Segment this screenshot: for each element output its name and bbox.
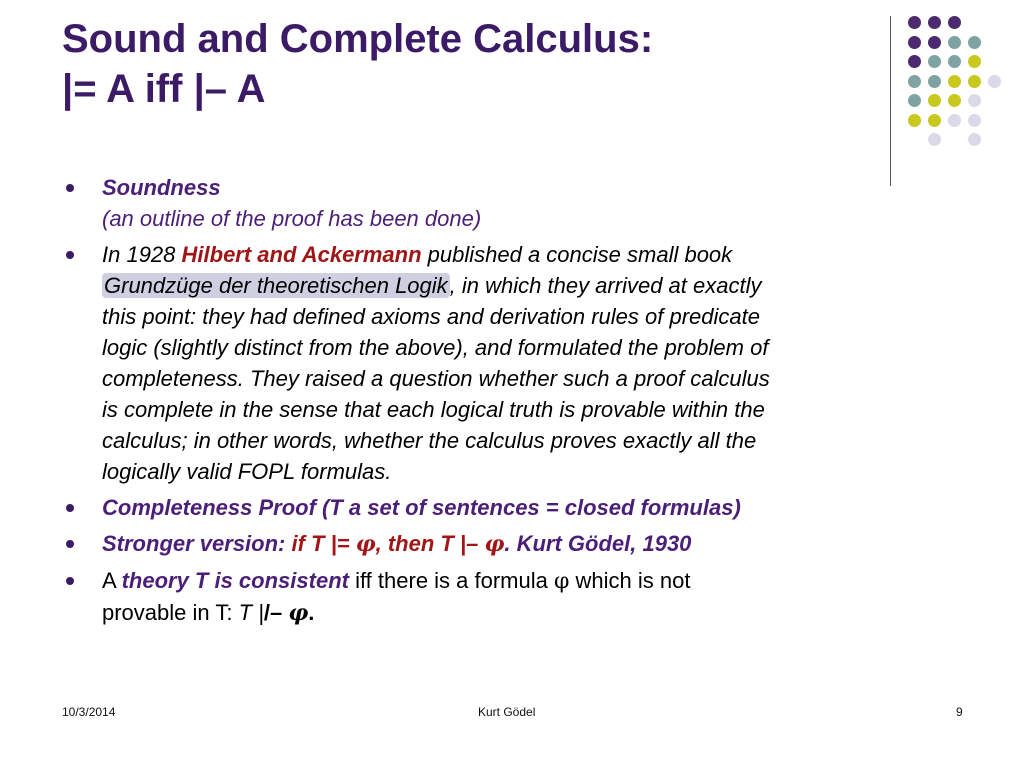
decorative-dot — [968, 75, 981, 88]
decorative-dot — [908, 75, 921, 88]
decorative-dot — [948, 16, 961, 29]
footer-title: Kurt Gödel — [478, 705, 536, 719]
decorative-dot — [928, 114, 941, 127]
consistent-line-1 — [102, 565, 982, 597]
consistent-formula: T | — [238, 600, 264, 625]
ha-line-3: this point: they had defined axioms and derivation rules of predicate — [102, 304, 760, 329]
bullet-dot — [66, 184, 74, 192]
stronger-version-line — [102, 528, 982, 560]
decorative-dot — [968, 36, 981, 49]
consistent-line-2 — [102, 597, 982, 629]
footer-date: 10/3/2014 — [62, 705, 116, 719]
ha-line-2 — [102, 270, 982, 301]
decorative-dot — [928, 133, 941, 146]
decorative-dot — [968, 94, 981, 107]
completeness-proof-text: Completeness Proof (T a set of sentences = closed formulas) — [102, 495, 741, 520]
phi-symbol: φ — [355, 531, 376, 557]
decorative-dot — [948, 55, 961, 68]
phi-symbol: φ — [484, 531, 505, 557]
ha-book-title: Grundzüge der theoretischen Logik — [104, 273, 448, 298]
bullet-dot — [66, 504, 74, 512]
soundness-label: Soundness — [102, 175, 221, 200]
not-provable-symbol: /– — [263, 600, 283, 625]
phi-symbol: φ — [553, 569, 570, 594]
consistent-text: A — [102, 568, 122, 593]
decorative-dot — [908, 16, 921, 29]
stronger-label: Stronger version: — [102, 531, 292, 556]
ha-line-7: calculus; in other words, whether the calculus proves exactly all the — [102, 428, 757, 453]
ha-text: In 1928 — [102, 242, 182, 267]
decorative-dot — [908, 94, 921, 107]
decorative-dot — [988, 75, 1001, 88]
title-line-1: Sound and Complete Calculus: — [62, 17, 654, 61]
decorative-dot — [928, 55, 941, 68]
bullet-stronger-version — [62, 528, 982, 560]
bullet-dot — [66, 251, 74, 259]
decorative-dot — [928, 36, 941, 49]
soundness-note: (an outline of the proof has been done) — [102, 206, 482, 231]
ha-authors: Hilbert and Ackermann — [181, 242, 422, 267]
ha-text: , in which they arrived at exactly — [449, 273, 762, 298]
footer-page-number: 9 — [956, 705, 963, 719]
decorative-dot — [948, 114, 961, 127]
ha-text: published a concise small book — [421, 242, 733, 267]
decorative-dot — [968, 114, 981, 127]
bullet-hilbert-ackermann — [62, 239, 982, 487]
decorative-dot — [908, 114, 921, 127]
slide-body — [62, 172, 982, 634]
decorative-dot — [948, 94, 961, 107]
consistent-term: theory T is consistent — [121, 568, 349, 593]
phi-symbol: φ — [288, 600, 309, 626]
decorative-dot — [908, 55, 921, 68]
bullet-dot — [66, 540, 74, 548]
slide-title — [62, 14, 862, 114]
vertical-divider — [890, 16, 891, 186]
bullet-soundness — [62, 172, 982, 234]
decorative-dot — [928, 16, 941, 29]
consistent-text: which is not — [569, 568, 691, 593]
ha-line-4: logic (slightly distinct from the above), and formulated the problem of — [102, 335, 769, 360]
ha-line-1 — [102, 239, 982, 270]
bullet-consistent-theory — [62, 565, 982, 629]
decorative-dot — [948, 36, 961, 49]
decorative-dot — [968, 55, 981, 68]
bullet-dot — [66, 577, 74, 585]
stronger-text: if T |= — [291, 531, 356, 556]
consistent-text: iff there is a formula — [348, 568, 554, 593]
stronger-attribution: . Kurt Gödel, 1930 — [504, 531, 692, 556]
decorative-dot — [948, 75, 961, 88]
stronger-text: , then T |– — [375, 531, 485, 556]
decorative-dot — [908, 36, 921, 49]
bullet-completeness-proof — [62, 492, 982, 523]
ha-line-5: completeness. They raised a question whether such a proof calculus — [102, 366, 770, 391]
ha-line-6: is complete in the sense that each logical truth is provable within the — [102, 397, 765, 422]
ha-line-8: logically valid FOPL formulas. — [102, 459, 392, 484]
consistent-period: . — [308, 600, 315, 625]
decorative-dot — [928, 75, 941, 88]
title-line-2: |= A iff |– A — [62, 67, 266, 111]
decorative-dot — [928, 94, 941, 107]
consistent-text: provable in T: — [102, 600, 239, 625]
decorative-dot-grid — [900, 12, 1020, 172]
decorative-dot — [968, 133, 981, 146]
